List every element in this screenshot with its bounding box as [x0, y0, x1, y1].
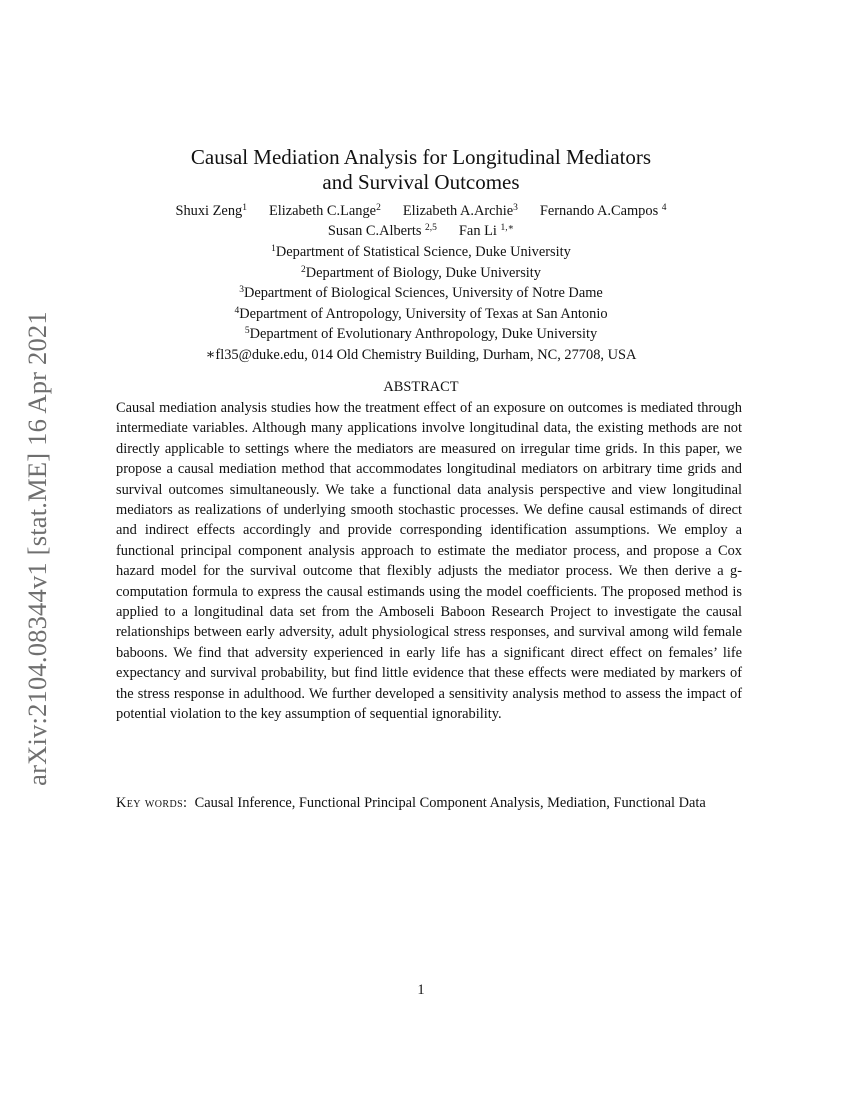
author-affiliation-mark: 1: [242, 203, 247, 213]
paper-title-line-1: Causal Mediation Analysis for Longitudinal Mediators: [190, 145, 652, 169]
affiliation-text: Department of Statistical Science, Duke University: [275, 244, 571, 260]
author-name: Susan C.Alberts: [327, 223, 422, 239]
author: [269, 203, 381, 219]
paper-title-line-2: and Survival Outcomes: [322, 170, 520, 194]
affiliation-text: Department of Biology, Duke University: [305, 264, 542, 281]
author-affiliation-mark: 3: [513, 203, 518, 213]
author: [175, 203, 247, 219]
author-name: Elizabeth A.Archie: [402, 203, 514, 219]
author-name: Shuxi Zeng: [175, 203, 243, 219]
keywords-label: Key words:: [116, 795, 188, 811]
author-line-2: [0, 221, 842, 241]
paper-title: [0, 145, 842, 195]
affiliation: [0, 304, 842, 325]
author-line-1: [0, 201, 842, 221]
affiliation: [0, 263, 842, 284]
affiliation-mark: 1: [271, 244, 276, 254]
author-name: Fernando A.Campos: [539, 203, 659, 219]
keywords: [116, 793, 742, 813]
arxiv-identifier: [20, 288, 54, 808]
affiliation-list: [0, 242, 842, 366]
corresponding-contact: ∗fl35@duke.edu, 014 Old Chemistry Building, Durham, NC, 27708, USA: [205, 346, 637, 363]
author-affiliation-mark: 2: [376, 203, 381, 213]
author: [459, 223, 514, 239]
author-name: Elizabeth C.Lange: [268, 203, 377, 219]
affiliation-mark: 5: [244, 326, 250, 337]
affiliation-mark: 3: [239, 285, 244, 296]
affiliation-text: Department of Antropology, University of Texas at San Antonio: [239, 305, 608, 322]
affiliation: [0, 324, 842, 345]
abstract-heading: ABSTRACT: [383, 379, 459, 395]
affiliation-text: Department of Evolutionary Anthropology, Duke University: [249, 326, 598, 343]
author: [328, 223, 437, 239]
author-affiliation-mark: 1,∗: [500, 223, 515, 233]
author-affiliation-mark: 2,5: [425, 223, 437, 233]
author-name: Fan Li: [458, 223, 497, 239]
affiliation-text: Department of Biological Sciences, University of Notre Dame: [243, 285, 603, 302]
abstract-text: Causal mediation analysis studies how the treatment effect of an exposure on outcomes is mediated through intermediate variables. Although many applications involve longitudinal data, the existing methods are not directly applicable to settings where the mediators are measured on irregular time grids. In this paper, we propose a causal mediation method that accommodates longitudinal mediators on arbitrary time grids and survival outcomes simultaneously. We take a functional data analysis perspective and view longitudinal mediators as realizations of underlying smooth stochastic processes. We define causal estimands of direct and indirect effects accordingly and provide corresponding identification assumptions. We employ a functional principal component analysis approach to estimate the mediator process, and propose a Cox hazard model for the survival outcome that flexibly adjusts the mediator process. We then derive a g-computation formula to express the causal estimands using the model coefficients. The proposed method is applied to a longitudinal data set from the Amboseli Baboon Research Project to investigate the causal relationships between early adversity, adult physiological stress responses, and survival among wild female baboons. We find that adversity experienced in early life has a significant direct effect on females’ life expectancy and survival probability, but find little evidence that these effects were mediated by markers of the stress response in adulthood. We further developed a sensitivity analysis method to assess the impact of potential violation to the key assumption of sequential ignorability.: [116, 400, 742, 723]
keywords-text: Causal Inference, Functional Principal Component Analysis, Mediation, Functional Data: [194, 795, 706, 811]
author: [403, 203, 518, 219]
author-affiliation-mark: 4: [661, 203, 667, 213]
abstract-body: [116, 398, 742, 725]
affiliation-mark: 2: [300, 264, 306, 275]
affiliation-mark: 4: [234, 305, 240, 316]
arxiv-identifier-text: arXiv:2104.08344v1 [stat.ME] 16 Apr 2021: [21, 310, 52, 786]
affiliation: [0, 242, 842, 263]
page-number: 1: [417, 982, 425, 998]
author-list: [0, 201, 842, 241]
author: [540, 203, 667, 219]
affiliation: [0, 283, 842, 304]
